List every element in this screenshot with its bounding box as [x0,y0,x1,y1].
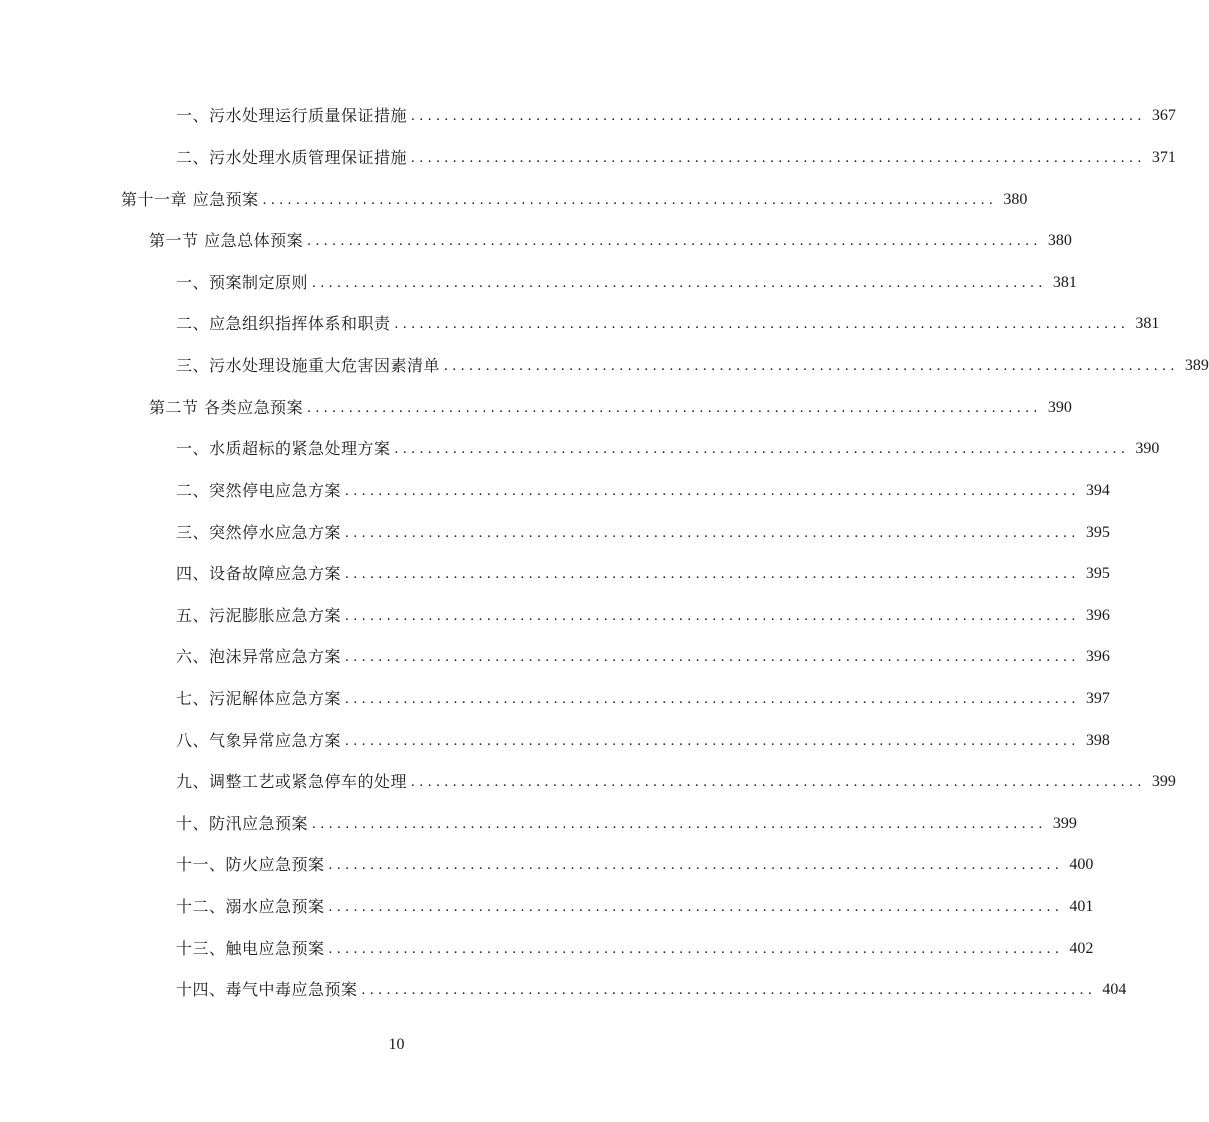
toc-chapter-entry[interactable] [121,187,1028,213]
toc-leader-dots: ........................................................................................ [444,358,1179,374]
toc-entry[interactable] [176,478,1110,504]
toc-section-entry[interactable] [149,395,1072,421]
toc-entry[interactable] [176,353,1209,379]
toc-entry[interactable] [176,686,1110,712]
toc-entry-page: 390 [1135,440,1160,457]
toc-entry-title: 第十一章 应急预案 [121,190,259,209]
toc-entry[interactable] [176,728,1110,754]
toc-entry-title: 十三、触电应急预案 [176,939,325,958]
toc-leader-dots: ........................................................................................ [328,899,1064,915]
toc-entry-title: 七、污泥解体应急方案 [176,689,342,708]
toc-leader-dots: ........................................................................................ [345,733,1080,749]
toc-leader-dots: ........................................................................................ [345,649,1080,665]
toc-leader-dots: ........................................................................................ [394,441,1130,457]
toc-entry-page: 371 [1151,149,1176,166]
toc-entry-page: 401 [1069,898,1094,915]
toc-entry-page: 402 [1069,940,1094,957]
toc-entry[interactable] [176,894,1094,920]
toc-entry-page: 400 [1069,856,1094,873]
toc-entry[interactable] [176,644,1110,670]
toc-entry[interactable] [176,145,1176,171]
toc-entry-title: 一、预案制定原则 [176,273,309,292]
toc-entry[interactable] [176,561,1110,587]
toc-entry-page: 380 [1047,232,1072,249]
toc-leader-dots: ........................................................................................ [328,857,1064,873]
toc-leader-dots: ........................................................................................ [345,525,1080,541]
toc-entry-page: 394 [1085,482,1110,499]
toc-entry-title: 十、防汛应急预案 [176,814,309,833]
toc-entry-title: 一、水质超标的紧急处理方案 [176,439,391,458]
toc-entry-title: 六、泡沫异常应急方案 [176,647,342,666]
toc-entry-page: 381 [1135,315,1160,332]
toc-leader-dots: ........................................................................................ [361,982,1097,998]
toc-entry-page: 396 [1085,607,1110,624]
toc-entry-title: 第一节 应急总体预案 [149,231,304,250]
toc-entry-page: 399 [1052,815,1077,832]
toc-entry-title: 三、突然停水应急方案 [176,523,342,542]
toc-entry-page: 395 [1085,524,1110,541]
toc-entry-page: 404 [1102,981,1127,998]
toc-entry[interactable] [176,977,1127,1003]
toc-entry-title: 十一、防火应急预案 [176,855,325,874]
toc-entry-title: 二、突然停电应急方案 [176,481,342,500]
toc-leader-dots: ........................................................................................ [411,774,1146,790]
toc-leader-dots: ........................................................................................ [345,566,1080,582]
toc-leader-dots: ........................................................................................ [307,233,1042,249]
toc-entry-title: 九、调整工艺或紧急停车的处理 [176,772,408,791]
toc-entry[interactable] [176,311,1160,337]
toc-entry[interactable] [176,270,1077,296]
toc-entry-page: 367 [1151,107,1176,124]
toc-entry-title: 四、设备故障应急方案 [176,564,342,583]
toc-leader-dots: ........................................................................................ [411,150,1146,166]
toc-entry[interactable] [176,769,1176,795]
toc-entry-page: 395 [1085,565,1110,582]
toc-leader-dots: ........................................................................................ [312,275,1047,291]
toc-entry[interactable] [176,936,1094,962]
toc-entry-page: 390 [1047,399,1072,416]
toc-entry-page: 381 [1052,274,1077,291]
toc-entry-page: 398 [1085,732,1110,749]
page-number: 10 [388,1036,405,1053]
toc-entry-title: 三、污水处理设施重大危害因素清单 [176,356,441,375]
toc-entry[interactable] [176,852,1094,878]
toc-entry-page: 397 [1085,690,1110,707]
toc-entry-page: 396 [1085,648,1110,665]
toc-entry-title: 五、污泥膨胀应急方案 [176,606,342,625]
toc-entry[interactable] [176,436,1160,462]
toc-entry-title: 十四、毒气中毒应急预案 [176,980,358,999]
toc-entry-title: 第二节 各类应急预案 [149,398,304,417]
toc-entry-title: 二、应急组织指挥体系和职责 [176,314,391,333]
toc-entry-title: 二、污水处理水质管理保证措施 [176,148,408,167]
toc-entry[interactable] [176,603,1110,629]
toc-leader-dots: ........................................................................................ [307,400,1042,416]
toc-leader-dots: ........................................................................................ [262,192,998,208]
toc-entry[interactable] [176,103,1176,129]
toc-entry-title: 十二、溺水应急预案 [176,897,325,916]
toc-leader-dots: ........................................................................................ [312,816,1047,832]
toc-leader-dots: ........................................................................................ [328,941,1064,957]
toc-leader-dots: ........................................................................................ [345,691,1080,707]
toc-entry-title: 八、气象异常应急方案 [176,731,342,750]
toc-leader-dots: ........................................................................................ [411,108,1146,124]
toc-entry[interactable] [176,520,1110,546]
toc-leader-dots: ........................................................................................ [394,316,1130,332]
toc-leader-dots: ........................................................................................ [345,483,1080,499]
toc-entry[interactable] [176,811,1077,837]
toc-entry-title: 一、污水处理运行质量保证措施 [176,106,408,125]
toc-section-entry[interactable] [149,228,1072,254]
toc-entry-page: 389 [1184,357,1209,374]
toc-entry-page: 399 [1151,773,1176,790]
toc-leader-dots: ........................................................................................ [345,608,1080,624]
toc-entry-page: 380 [1003,191,1028,208]
